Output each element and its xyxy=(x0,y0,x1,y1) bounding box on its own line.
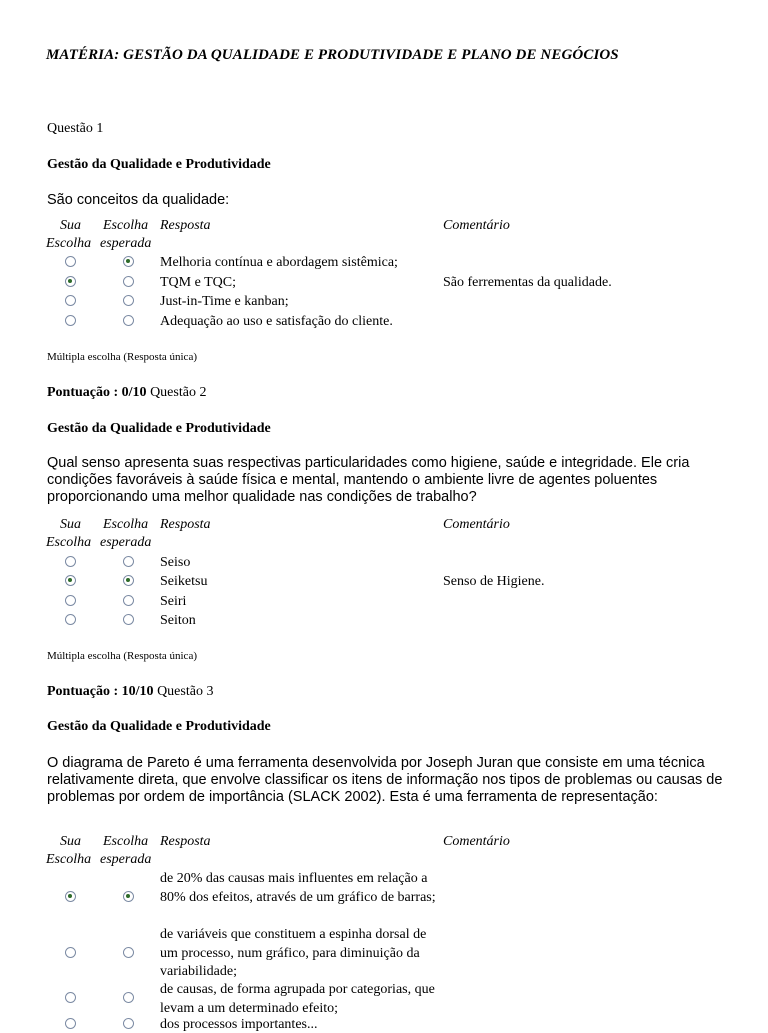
q2-opt2-text: Seiketsu xyxy=(160,574,208,589)
q1-opt3-your-radio[interactable] xyxy=(65,295,76,306)
q3-opt1-expected-radio xyxy=(123,891,134,902)
header-comentario: Comentário xyxy=(443,834,510,849)
q1-opt2-comment: São ferrementas da qualidade. xyxy=(443,275,612,290)
question-1-number: Questão 1 xyxy=(47,121,104,136)
q2-opt4-text: Seiton xyxy=(160,613,196,628)
q1-opt4-text: Adequação ao uso e satisfação do cliente. xyxy=(160,314,393,329)
q1-opt3-text: Just-in-Time e kanban; xyxy=(160,294,289,309)
question-1-subject: Gestão da Qualidade e Produtividade xyxy=(47,157,271,172)
header-comentario: Comentário xyxy=(443,218,510,233)
q1-opt2-expected-radio xyxy=(123,276,134,287)
header-escolha: Escolha xyxy=(103,834,149,849)
score-value: 0/10 xyxy=(121,385,147,400)
q1-opt4-your-radio[interactable] xyxy=(65,315,76,326)
q3-opt1-your-radio[interactable] xyxy=(65,891,76,902)
q2-opt4-expected-radio xyxy=(123,614,134,625)
q2-opt4-your-radio[interactable] xyxy=(65,614,76,625)
q2-opt2-expected-radio xyxy=(123,575,134,586)
question-2-score xyxy=(47,684,213,700)
question-3-number: Questão 3 xyxy=(157,684,214,699)
q3-opt2-expected-radio xyxy=(123,947,134,958)
q1-opt4-expected-radio xyxy=(123,315,134,326)
header-resposta: Resposta xyxy=(160,834,211,849)
header-esperada: esperada xyxy=(100,852,152,867)
question-3-text: O diagrama de Pareto é uma ferramenta desenvolvida por Joseph Juran que consiste em uma técnica relativamente direta, que envolve classificar os itens de informação nos tipos de problemas ou causas de problemas por ordem de importância (SLACK 2002). Esta é uma ferramenta de representação: xyxy=(47,755,723,805)
q1-opt2-text: TQM e TQC; xyxy=(160,275,236,290)
q2-opt2-your-radio[interactable] xyxy=(65,575,76,586)
q1-opt1-expected-radio xyxy=(123,256,134,267)
header-sua: Sua xyxy=(60,218,81,233)
header-resposta: Resposta xyxy=(160,218,211,233)
q3-opt2-your-radio[interactable] xyxy=(65,947,76,958)
question-2-type: Múltipla escolha (Resposta única) xyxy=(47,650,197,662)
q3-opt3-text: de causas, de forma agrupada por categorias, que levam a um determinado efeito; xyxy=(160,982,435,1016)
q2-opt3-expected-radio xyxy=(123,595,134,606)
q2-opt2-comment: Senso de Higiene. xyxy=(443,574,545,589)
score-label: Pontuação : xyxy=(47,385,122,400)
score-label: Pontuação : xyxy=(47,684,122,699)
q1-opt3-expected-radio xyxy=(123,295,134,306)
q2-opt3-text: Seiri xyxy=(160,594,187,609)
page-title: MATÉRIA: GESTÃO DA QUALIDADE E PRODUTIVIDADE E PLANO DE NEGÓCIOS xyxy=(46,47,619,63)
question-2-number: Questão 2 xyxy=(150,385,207,400)
q3-opt2-text: de variáveis que constituem a espinha dorsal de um processo, num gráfico, para diminuição da variabilidade; xyxy=(160,927,427,979)
header-escolha: Escolha xyxy=(103,517,149,532)
q3-opt1-text: de 20% das causas mais influentes em relação a 80% dos efeitos, através de um gráfico de barras; xyxy=(160,871,436,905)
question-3-subject: Gestão da Qualidade e Produtividade xyxy=(47,719,271,734)
header-comentario: Comentário xyxy=(443,517,510,532)
header-sua-escolha: Escolha xyxy=(46,236,92,251)
score-value: 10/10 xyxy=(121,684,154,699)
question-1-type: Múltipla escolha (Resposta única) xyxy=(47,351,197,363)
header-esperada: esperada xyxy=(100,236,152,251)
header-escolha: Escolha xyxy=(103,218,149,233)
question-2-subject: Gestão da Qualidade e Produtividade xyxy=(47,421,271,436)
header-resposta: Resposta xyxy=(160,517,211,532)
q1-opt1-your-radio[interactable] xyxy=(65,256,76,267)
question-1-text: São conceitos da qualidade: xyxy=(47,192,230,208)
question-1-score xyxy=(47,385,206,401)
header-esperada: esperada xyxy=(100,535,152,550)
header-sua: Sua xyxy=(60,517,81,532)
q1-opt1-text: Melhoria contínua e abordagem sistêmica; xyxy=(160,255,398,270)
q2-opt1-text: Seiso xyxy=(160,555,191,570)
header-sua-escolha: Escolha xyxy=(46,852,92,867)
q2-opt3-your-radio[interactable] xyxy=(65,595,76,606)
q1-opt2-your-radio[interactable] xyxy=(65,276,76,287)
q3-opt3-your-radio[interactable] xyxy=(65,992,76,1003)
q2-opt1-expected-radio xyxy=(123,556,134,567)
header-sua-escolha: Escolha xyxy=(46,535,92,550)
question-2-text: Qual senso apresenta suas respectivas particularidades como higiene, saúde e integridade. Ele cria condições favoráveis à saúde física e mental, mantendo o ambiente livre de agentes poluentes proporcionando uma melhor qualidade nas condições de trabalho? xyxy=(47,455,690,505)
header-sua: Sua xyxy=(60,834,81,849)
q2-opt1-your-radio[interactable] xyxy=(65,556,76,567)
q3-opt4-text: dos processos importantes... xyxy=(160,1017,318,1032)
q3-opt3-expected-radio xyxy=(123,992,134,1003)
